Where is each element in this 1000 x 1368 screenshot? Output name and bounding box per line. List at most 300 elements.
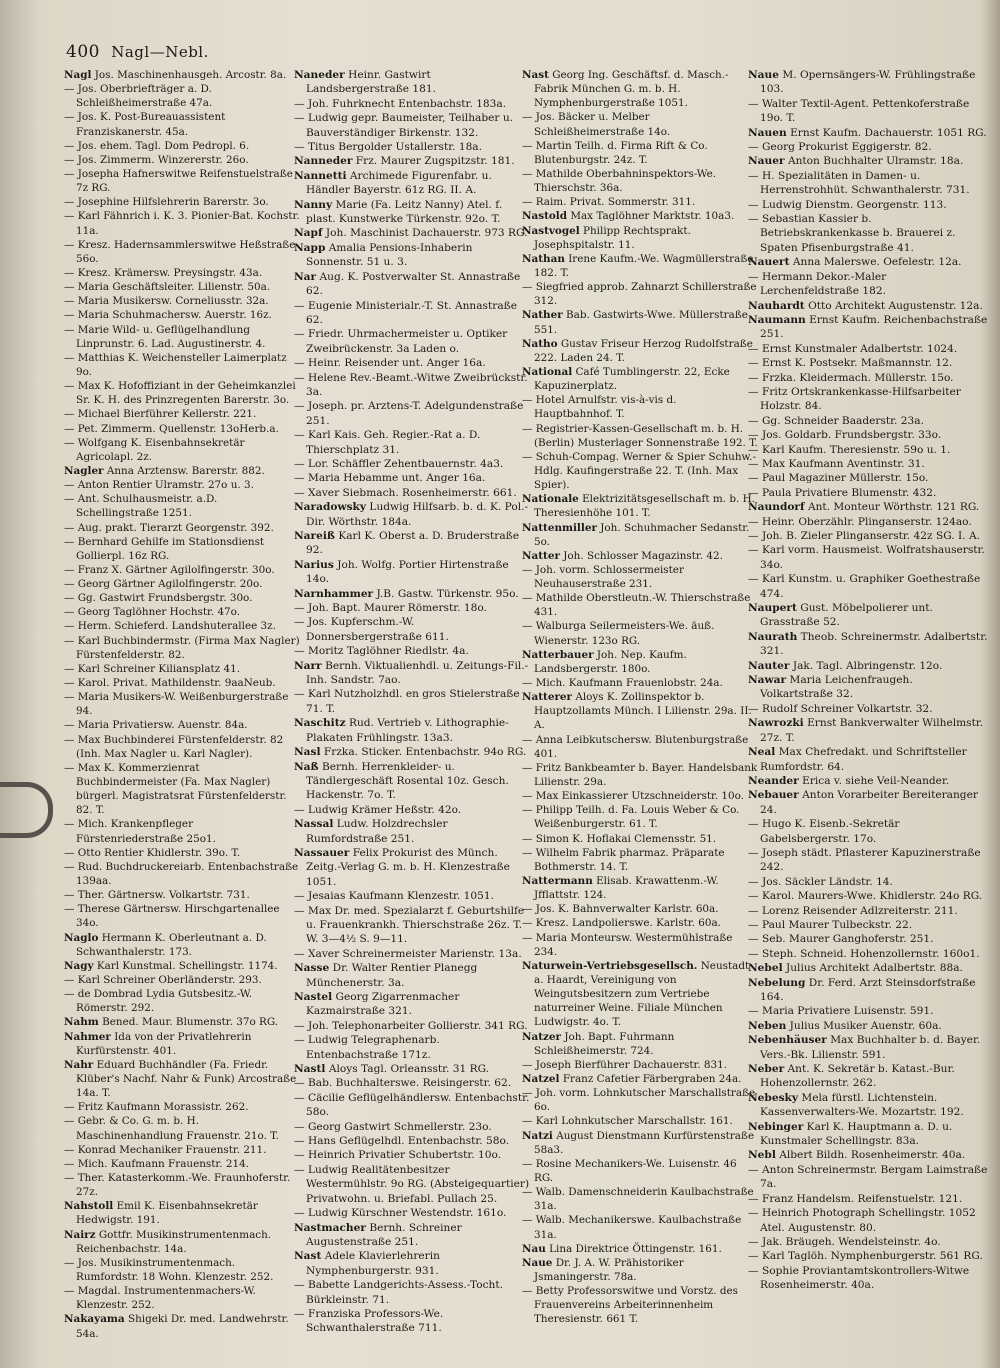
entry-details: Joh. Bapt. Fuhrmann Schleißheimerstr. 724. [534,1030,675,1057]
entry-surname: Nassauer [294,846,350,859]
entry-details: Irene Kaufm.-We. Wagmüllerstraße 182. T. [534,252,754,279]
directory-entry [64,931,300,959]
entry-details: Anton Buchhalter Ulramstr. 18a. [787,155,964,168]
entry-details: Georg Taglöhner Hochstr. 47o. [77,606,241,619]
entry-details: Hermann Dekor.-Maler Lerchenfeldstraße 182. [760,270,887,298]
entry-details: Hermann K. Oberleutnant a. D. Schwanthalerstr. 173. [76,931,267,958]
entry-surname: Naurath [748,630,798,643]
entry-surname: Nebelung [748,976,806,989]
entry-surname: Nairz [64,1228,96,1241]
directory-entry [522,761,758,789]
entry-surname: Nast [522,69,549,81]
directory-entry [522,1284,758,1326]
directory-entry [64,195,300,209]
directory-entry [294,904,530,947]
entry-details: Schuh-Compag. Werner & Spier Schuhw.-Hdlg. Kaufingerstraße 22. T. (Inh. Max Spier). [534,450,756,492]
directory-entry [294,299,530,328]
directory-entry [522,591,758,619]
directory-entry [64,888,300,902]
entry-details: Café Tumblingerstr. 22, Ecke Kapuzinerplatz. [534,365,730,393]
directory-entry [64,478,300,492]
directory-entry [294,760,530,803]
entry-details: Jos. Musikinstrumentenmach. Rumfordstr. 18 Wohn. Klenzestr. 252. [76,1256,274,1283]
directory-entry [748,716,988,745]
directory-entry [522,252,758,280]
entry-surname: Nast [294,1250,322,1263]
entry-details: Max K. Hofoffiziant in der Geheimkanzlei Sr. K. H. des Prinzregenten Barerstr. 3o. [76,380,296,407]
directory-entry [294,457,530,471]
entry-details: Karl K. Oberst a. D. Bruderstraße 92. [306,530,519,557]
entry-details: Heinr. Gastwirt Landsbergerstraße 181. [306,69,436,96]
directory-entry [64,167,300,195]
entry-details: J.B. Gastw. Türkenstr. 95o. [376,587,519,600]
directory-entry [748,932,988,946]
directory-entry [294,97,530,111]
entry-details: Maria Hebamme unt. Anger 16a. [307,472,486,485]
directory-entry [64,294,300,308]
entry-details: Walburga Seilermeisters-We. äuß. Wienerstr. 123o RG. [534,620,715,647]
directory-entry [64,68,300,82]
directory-entry [64,1015,300,1029]
directory-entry [294,169,530,198]
entry-surname: Naturwein-Vertriebsgesellsch. [522,959,698,972]
entry-details: Frzka. Sticker. Entenbachstr. 94o RG. [323,746,527,759]
entry-details: Heinrich Privatier Schubertstr. 10o. [307,1149,502,1162]
directory-entry [522,68,758,110]
entry-details: Ludwig Kürschner Westendstr. 161o. [307,1207,507,1220]
directory-entry [294,990,530,1019]
directory-entry [294,529,530,558]
directory-entry [748,1192,988,1206]
entry-details: Ida von der Privatlehrerin Kurfürstenstr. 401. [76,1030,252,1057]
entry-surname: Nagl [64,69,92,81]
entry-surname: Napf [294,227,323,240]
entry-details: Felix Prokurist des Münch. Zeitg.-Verlag G. m. b. H. Klenzestraße 1051. [306,846,510,888]
entry-details: Maria Musikers-W. Weißenburgerstraße 94. [76,691,289,718]
entry-details: Philipp Teilh. d. Fa. Louis Weber & Co. Weißenburgerstr. 61. T. [534,804,740,831]
entry-details: Albert Bildh. Rosenheimerstr. 40a. [779,1149,966,1162]
entry-details: Maria Schuhmachersw. Auerstr. 16z. [77,309,272,322]
directory-entry [748,846,988,875]
directory-entry [748,1148,988,1162]
entry-details: Fritz Bankbeamter b. Bayer. Handelsbank Lilienstr. 29a. [534,761,758,789]
directory-entry [748,889,988,903]
entry-details: Joseph städt. Pflasterer Kapuzinerstraße 242. [760,846,981,874]
entry-details: Karl Kunstm. u. Graphiker Goethestraße 474. [760,573,981,600]
entry-details: Steph. Schneid. Hohenzollernstr. 160o1. [761,947,980,960]
directory-entry [522,110,758,138]
directory-entry [64,733,300,761]
directory-entry [748,875,988,889]
entry-details: Walb. Mechanikerswe. Kaulbachstraße 31a. [534,1214,742,1241]
entry-details: Anton Rentier Ulramstr. 27o u. 3. [77,479,254,492]
directory-entry [294,687,530,716]
directory-entry [294,1163,530,1206]
directory-entry [522,450,758,492]
entry-details: Bernh. Herrenkleider- u. Tändlergeschäft Rosental 10z. Gesch. Hackenstr. 7o. T. [306,760,509,802]
entry-details: Aug. K. Postverwalter St. Annastraße 62. [306,270,521,298]
directory-entry [748,817,988,846]
entry-surname: Nauer [748,155,785,168]
entry-surname: Naneder [294,69,345,81]
entry-details: Joseph. pr. Arztens-T. Adelgundenstraße 251. [306,400,524,427]
entry-surname: Nauen [748,126,787,139]
entry-details: Wolfgang K. Eisenbahnsekretär Agricolapl. 2z. [76,436,245,463]
directory-entry [64,1157,300,1171]
entry-details: Dr. J. A. W. Prähistoriker Jsmaningerstr. 78a. [534,1256,684,1283]
entry-details: Shigeki Dr. med. Landwehrstr. 54a. [76,1313,289,1340]
column-4 [748,68,988,1293]
entry-surname: Naschitz [294,717,346,730]
entry-details: Konrad Mechaniker Frauenstr. 211. [77,1143,267,1156]
entry-details: August Dienstmann Kurfürstenstraße 58a3. [534,1129,755,1156]
entry-details: Ludwig Dienstm. Georgenstr. 113. [761,198,947,211]
entry-surname: Naglo [64,931,99,944]
entry-details: Heinrich Photograph Schellingstr. 1052 Atel. Augustenstr. 80. [760,1207,976,1234]
directory-entry [294,371,530,400]
entry-details: Helene Rev.-Beamt.-Witwe Zweibrückstr. 3a. [306,371,528,398]
entry-details: Ther. Katasterkomm.-We. Fraunhoferstr. 27z. [76,1171,291,1199]
entry-surname: Natzel [522,1072,560,1085]
entry-details: Jesaias Kaufmann Klenzestr. 1051. [307,890,494,903]
directory-entry [522,789,758,803]
entry-details: Gebr. & Co. G. m. b. H. Maschinenhandlung Frauenstr. 21o. T. [76,1115,279,1142]
entry-details: H. Spezialitäten in Damen- u. Herrenstrohhüt. Schwanthalerstr. 731. [760,169,970,197]
entry-surname: Napp [294,241,326,254]
entry-details: Maria Privatiere Luisenstr. 591. [761,1005,934,1018]
entry-surname: Nastold [522,210,568,223]
directory-entry [748,1264,988,1293]
entry-details: M. Opernsängers-W. Frühlingstraße 103. [760,69,976,96]
directory-entry [748,1120,988,1149]
entry-surname: Nauter [748,659,790,672]
directory-entry [294,1134,530,1148]
directory-entry [522,1129,758,1157]
entry-surname: Nawrozki [748,717,804,730]
directory-entry [64,860,300,888]
entry-details: Jos. Bäcker u. Melber Schleißheimerstraße 14o. [534,111,671,138]
directory-entry [748,342,988,356]
entry-surname: Naumann [748,313,806,326]
directory-entry [294,270,530,299]
entry-details: Joh. Schuhmacher Sedanstr. 5o. [534,521,750,548]
directory-entry [294,601,530,615]
entry-surname: Nau [522,1242,546,1255]
directory-entry [64,280,300,294]
entry-details: Jos. K. Bahnverwalter Karlstr. 60a. [535,903,719,916]
entry-details: Joh. Bapt. Maurer Römerstr. 18o. [307,602,487,615]
entry-details: Aug. prakt. Tierarzt Georgenstr. 392. [77,521,274,534]
entry-details: Gustav Friseur Herzog Rudolfstraße 222. Laden 24. T. [534,337,753,364]
entry-details: Joh. Schlosser Magazinstr. 42. [563,549,723,562]
entry-surname: Nebinger [748,1120,804,1133]
directory-entry [64,139,300,153]
entry-details: Otto Rentier Khidlerstr. 39o. T. [77,846,241,859]
entry-details: Hugo K. Eisenb.-Sekretär Gabelsbergerstr. 17o. [760,818,900,845]
directory-entry [64,973,300,987]
entry-details: Julius Musiker Auenstr. 60a. [789,1019,942,1032]
entry-details: Jos. K. Post-Bureauassistent Franziskanerstr. 45a. [76,111,226,138]
entry-details: Emil K. Eisenbahnsekretär Hedwigstr. 191. [76,1200,258,1227]
directory-entry [294,356,530,370]
entry-details: Kresz. Landpolierswe. Karlstr. 60a. [535,917,721,930]
entry-details: Bened. Maur. Blumenstr. 37o RG. [102,1016,279,1029]
entry-surname: Nagy [64,959,94,972]
entry-details: Ant. Monteur Wörthstr. 121 RG. [807,501,980,514]
entry-surname: Nakayama [64,1313,125,1326]
entry-details: Registrier-Kassen-Gesellschaft m. b. H. (Berlin) Musterlager Sonnenstraße 192. T. [534,422,758,449]
directory-entry [294,817,530,846]
entry-details: Ludwig Telegraphenarb. Entenbachstraße 171z. [306,1034,440,1061]
entry-details: Max Kaufmann Aventinstr. 31. [761,457,925,470]
entry-details: Josepha Hafnerswitwe Reifenstuelstraße 7z RG. [76,167,293,195]
directory-entry [64,1100,300,1114]
directory-entry [522,619,758,647]
directory-entry [64,379,300,407]
directory-entry [294,1221,530,1250]
directory-entry [64,535,300,563]
directory-entry [64,308,300,322]
entry-details: Bernh. Schreiner Augustenstraße 251. [306,1221,462,1248]
directory-entry [64,209,300,237]
entry-details: Franz Handelsm. Reifenstuelstr. 121. [761,1192,963,1205]
directory-entry [64,676,300,690]
directory-entry [748,97,988,126]
directory-entry [748,385,988,414]
directory-entry [64,817,300,845]
entry-details: Jak. Tagl. Albringenstr. 12o. [792,659,943,672]
directory-entry [64,987,300,1015]
directory-entry [64,718,300,732]
entry-details: Moritz Taglöhner Riedlstr. 4a. [307,645,469,658]
directory-entry [748,904,988,918]
directory-entry [294,1076,530,1090]
entry-surname: Nebenhäuser [748,1034,827,1047]
directory-entry [748,313,988,342]
entry-details: Karl Fähnrich i. K. 3. Pionier-Bat. Kochstr. 11a. [76,210,300,237]
entry-details: Jos. ehem. Tagl. Dom Pedropl. 6. [77,139,250,152]
entry-details: Gg. Schneider Baaderstr. 23a. [761,414,924,427]
entry-details: Lor. Schäffler Zehentbauernstr. 4a3. [307,457,504,470]
entry-surname: Narius [294,558,334,571]
directory-entry [64,1058,300,1100]
directory-entry [748,702,988,716]
directory-entry [64,1228,300,1256]
directory-entry [748,1163,988,1192]
entry-surname: Nastel [294,991,333,1003]
directory-entry [64,238,300,266]
entry-surname: Nar [294,270,317,283]
entry-details: Frzka. Kleidermach. Müllerstr. 15o. [761,371,954,384]
entry-details: Max Taglöhner Marktstr. 10a3. [570,210,735,223]
directory-entry [294,1206,530,1220]
entry-surname: Nareiß [294,530,335,542]
directory-entry [64,351,300,379]
entry-details: Magdal. Instrumentenmachers-W. Klenzestr. 252. [76,1285,256,1312]
directory-entry [64,521,300,535]
entry-details: Georg Gärtner Agilolfingerstr. 20o. [77,578,263,591]
entry-details: Paul Magaziner Müllerstr. 15o. [761,472,929,485]
entry-details: Mathilde Oberbahninspektors-We. Thierschstr. 36a. [534,167,717,195]
entry-details: Joh. Nep. Kaufm. Landsbergerstr. 180o. [534,648,687,675]
entry-details: Anton Vorarbeiter Bereiteranger 24. [760,789,978,816]
directory-entry [748,601,988,630]
directory-entry [748,68,988,97]
directory-entry [294,961,530,990]
column-1 [64,68,300,1341]
directory-entry [294,745,530,759]
entry-details: Martin Teilh. d. Firma Rift & Co. Blutenburgstr. 24z. T. [534,139,708,166]
directory-entry [294,111,530,140]
directory-entry [522,224,758,252]
entry-details: Neustadt a. Haardt, Vereinigung von Weingutsbesitzern zum Vertriebe naturreiner Weine. Filiale München Ludwigstr. 4o. T. [534,959,750,1029]
entry-surname: Nebauer [748,789,799,802]
entry-details: Max Buchhalter b. d. Bayer. Vers.-Bk. Lilienstr. 591. [760,1034,981,1061]
directory-entry [522,1213,758,1241]
entry-details: Karol. Privat. Mathildenstr. 9aaNeub. [77,677,276,690]
directory-entry [748,1206,988,1235]
entry-details: Matthias K. Weichensteller Laimerplatz 9o. [76,351,287,378]
directory-entry [748,356,988,370]
entry-surname: Natterer [522,691,572,704]
running-head: Nagl—Nebl. [111,43,209,61]
entry-details: Maria Leichenfraugeh. Volkartstraße 32. [760,674,913,701]
entry-details: Walb. Damenschneiderin Kaulbachstraße 31a. [534,1186,754,1213]
entry-surname: Neal [748,746,776,759]
directory-entry [522,803,758,831]
entry-surname: Nauert [748,256,790,269]
directory-entry [64,323,300,351]
entry-details: Josephine Hilfslehrerin Barerstr. 3o. [77,196,269,209]
entry-surname: Nauhardt [748,299,805,312]
directory-entry [294,1019,530,1033]
directory-entry [64,690,300,718]
entry-surname: Nawar [748,674,787,687]
entry-details: Ant. Schulhausmeistr. a.D. Schellingstraße 1251. [76,493,218,520]
entry-details: Cäcilie Geflügelhändlersw. Entenbachstr. 58o. [306,1091,530,1119]
directory-entry [64,959,300,973]
directory-entry [294,428,530,457]
directory-entry [748,270,988,299]
entry-details: Elektrizitätsgesellschaft m. b. H. Theresienhöhe 101. T. [534,493,755,520]
entry-details: Anna Arztensw. Barerstr. 882. [106,464,265,477]
directory-entry [294,615,530,644]
entry-details: Joh. vorm. Schlossermeister Neuhauserstraße 231. [534,563,684,591]
entry-details: Joh. B. Zieler Plinganserstr. 42z SG. I. A. [761,530,980,542]
entry-surname: Nathan [522,252,565,265]
entry-details: Ludwig Hilfsarb. b. d. K. Pol.-Dir. Wörthstr. 184a. [306,501,529,528]
directory-entry [64,634,300,662]
entry-details: Max K. Kommerzienrat Buchbindermeister (Fa. Max Nagler) bürgerl. Magistratsrat Fürstenfelderstr. 82. T. [76,761,287,817]
entry-surname: Narnhammer [294,587,374,600]
entry-details: Otto Architekt Augustenstr. 12a. [808,299,983,312]
directory-entry [522,1086,758,1114]
directory-entry [522,1157,758,1185]
directory-entry [748,457,988,471]
entry-details: Ernst Kaufm. Reichenbachstraße 251. [760,313,988,341]
directory-entry [294,327,530,356]
entry-details: Jos. Säckler Ländstr. 14. [761,875,893,888]
directory-entry [294,716,530,745]
entry-details: Ludwig Krämer Heßstr. 42o. [307,803,462,816]
directory-entry [748,961,988,975]
directory-entry [748,1091,988,1120]
directory-entry [522,1256,758,1284]
entry-details: Georg Ing. Geschäftsf. d. Masch.-Fabrik München G. m. b. H. Nymphenburgerstraße 1051. [534,69,729,110]
entry-surname: Natzi [522,1129,553,1142]
entry-details: Bab. Buchhalterswe. Reisingerstr. 62. [307,1077,512,1090]
entry-details: Lorenz Reisender Adlzreiterstr. 211. [761,904,958,917]
entry-details: Kresz. Krämersw. Preysingstr. 43a. [77,266,263,279]
directory-entry [748,673,988,702]
directory-entry [522,365,758,393]
entry-surname: Nastvogel [522,224,580,237]
directory-entry [294,399,530,428]
directory-entry [294,889,530,903]
entry-details: Karl Kaufm. Theresienstr. 59o u. 1. [761,443,951,456]
entry-details: Karl Schreiner Oberländerstr. 293. [77,974,262,986]
entry-details: Karl Kunstmal. Schellingstr. 1174. [96,959,278,972]
entry-details: Philipp Rechtsprakt. Josephspitalstr. 11. [534,224,691,251]
entry-details: Walter Textil-Agent. Pettenkoferstraße 19o. T. [760,97,970,125]
directory-entry [748,572,988,601]
directory-entry [748,371,988,385]
entry-details: Maria Privatiersw. Auenstr. 84a. [77,719,248,732]
entry-details: Raim. Privat. Sommerstr. 311. [535,196,696,209]
entry-surname: Natterbauer [522,648,594,661]
directory-entry [294,140,530,154]
directory-entry [64,902,300,930]
directory-entry [294,846,530,889]
column-2 [294,68,530,1336]
entry-surname: Nebl [748,1149,776,1162]
directory-entry [748,299,988,313]
directory-entry [522,492,758,520]
directory-entry [748,788,988,817]
entry-surname: National [522,365,573,378]
entry-details: Jos. Zimmerm. Winzererstr. 26o. [77,153,249,166]
entry-details: Joh. Fuhrknecht Entenbachstr. 183a. [307,97,507,110]
entry-surname: Nagler [64,464,104,477]
directory-entry [522,1114,758,1128]
entry-surname: Nationale [522,493,579,506]
directory-entry [294,947,530,961]
directory-entry [748,918,988,932]
directory-entry [748,1062,988,1091]
directory-entry [748,976,988,1005]
page-header [66,42,209,64]
entry-surname: Nasse [294,962,330,975]
entry-details: Joseph Bierführer Dachauerstr. 831. [535,1058,728,1071]
entry-details: Betty Professorswitwe und Vorstz. des Frauenvereins Arbeiterinnenheim Theresienstr. 661 T. [534,1285,739,1326]
directory-entry [294,558,530,587]
entry-details: Ludwig gepr. Baumeister, Teilhaber u. Bauverständiger Birkenstr. 132. [306,112,514,139]
directory-entry [64,662,300,676]
directory-entry [522,1072,758,1086]
entry-details: Erica v. siehe Veil-Neander. [802,774,950,787]
entry-details: Mela fürstl. Lichtenstein. Kassenverwalters-We. Mozartstr. 192. [760,1091,964,1119]
directory-entry [522,280,758,308]
entry-details: Karl Nutzholzhdl. en gros Stielerstraße 71. T. [306,688,520,715]
directory-entry [64,1312,300,1340]
directory-entry [748,745,988,774]
entry-details: Frz. Maurer Zugspitzstr. 181. [355,155,515,168]
entry-details: Georg Prokurist Eggigerstr. 82. [761,141,932,154]
directory-entry [748,486,988,500]
entry-details: Lina Direktrice Öttingenstr. 161. [549,1242,722,1255]
directory-entry [522,393,758,421]
entry-details: Herm. Schieferd. Landshuterallee 3z. [77,620,276,633]
